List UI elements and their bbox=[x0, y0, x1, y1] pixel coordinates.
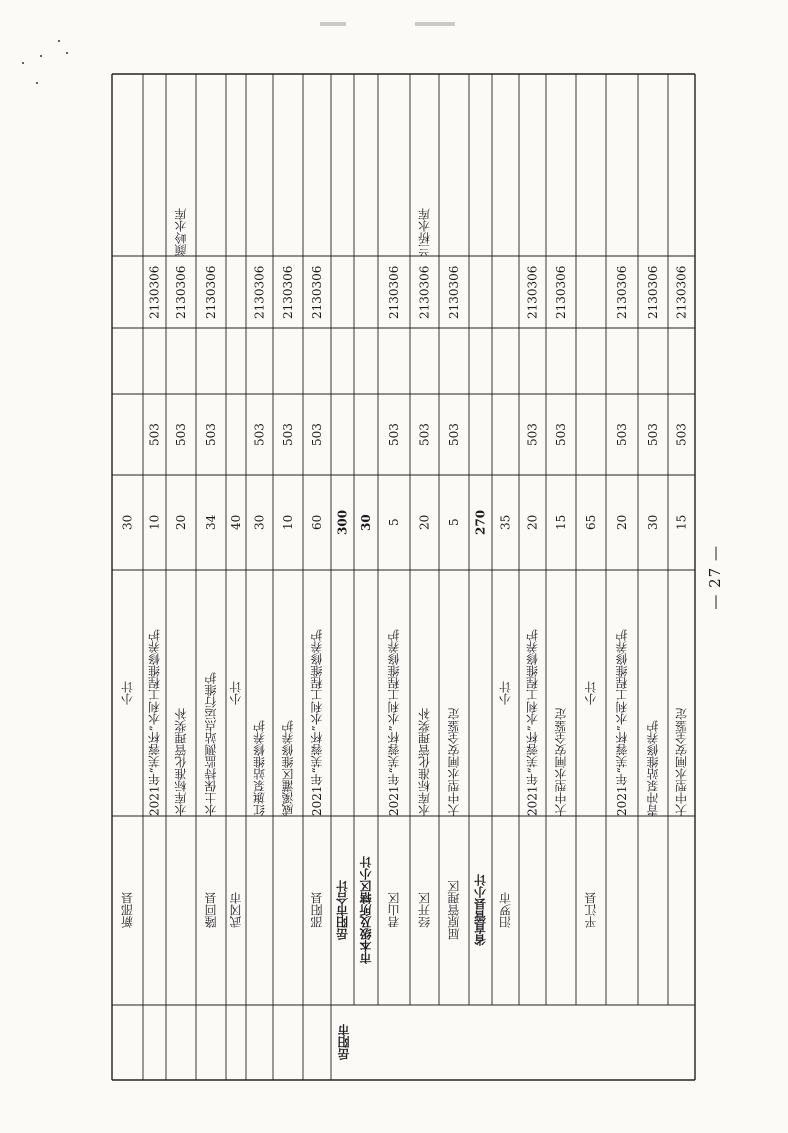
cell-project: 水库标准化管理奖补 bbox=[174, 708, 188, 816]
cell-code1: 503 bbox=[674, 423, 689, 446]
cell-code3: 2130306 bbox=[615, 265, 629, 319]
cell-code3: 2130306 bbox=[417, 265, 432, 319]
cell-code1: 503 bbox=[281, 423, 295, 446]
cell-note bbox=[246, 74, 273, 256]
cell-note bbox=[273, 74, 303, 256]
cell-note bbox=[606, 74, 638, 256]
cell-amount: 35 bbox=[498, 514, 513, 531]
cell-project: 2021年“芙蓉杯”水利工程维修养护 bbox=[310, 629, 324, 816]
cell-county bbox=[668, 816, 695, 1005]
cell-code2 bbox=[196, 328, 226, 394]
cell-code2 bbox=[638, 328, 668, 394]
cell-code1: 503 bbox=[417, 423, 432, 446]
cell-amount: 270 bbox=[473, 509, 488, 536]
cell-project: 大中型水闸安全鉴定 bbox=[674, 708, 689, 816]
cell-project: 2021年“芙蓉杯”水利工程维修养护 bbox=[525, 629, 540, 816]
cell-code2 bbox=[469, 328, 492, 394]
cell-project: 红旗泵站维修养护 bbox=[252, 720, 267, 816]
cell-project: 小计 bbox=[120, 681, 135, 705]
cell-project bbox=[354, 570, 378, 816]
cell-code1: 503 bbox=[525, 423, 540, 446]
cell-note bbox=[354, 74, 378, 256]
cell-project: 小计 bbox=[498, 681, 513, 705]
cell-code2 bbox=[439, 328, 469, 394]
cell-code2 bbox=[410, 328, 439, 394]
cell-code1: 503 bbox=[387, 423, 401, 446]
cell-county bbox=[246, 816, 273, 1005]
cell-code1: 503 bbox=[447, 423, 461, 446]
cell-amount: 30 bbox=[120, 514, 135, 531]
cell-project: 大中型水闸安全鉴定 bbox=[554, 708, 568, 816]
cell-code1 bbox=[331, 394, 354, 475]
cell-code3: 2130306 bbox=[147, 265, 162, 319]
cell-region-merged: 岳阳市 bbox=[337, 1024, 351, 1061]
cell-note: 颜岭水库 bbox=[174, 208, 188, 256]
cell-county: 省直管县小计 bbox=[473, 874, 488, 947]
cell-code3 bbox=[226, 256, 246, 328]
cell-code3: 2130306 bbox=[252, 265, 267, 319]
cell-county: 平江县 bbox=[584, 892, 598, 929]
cell-code2 bbox=[143, 328, 166, 394]
cell-project: 威溪灌区维修养护 bbox=[281, 720, 295, 816]
cell-code1: 503 bbox=[147, 423, 162, 446]
cell-note bbox=[378, 74, 410, 256]
cell-code2 bbox=[273, 328, 303, 394]
cell-note bbox=[439, 74, 469, 256]
cell-amount: 34 bbox=[204, 514, 218, 531]
cell-code3: 2130306 bbox=[310, 265, 324, 319]
cell-county: 汨罗市 bbox=[498, 892, 513, 929]
cell-note bbox=[519, 74, 546, 256]
cell-county: 市本级及所辖区小计 bbox=[359, 856, 373, 965]
cell-project: 大中型水闸安全鉴定 bbox=[447, 708, 461, 816]
cell-code3: 2130306 bbox=[281, 265, 295, 319]
cell-code1 bbox=[576, 394, 606, 475]
cell-amount: 20 bbox=[417, 514, 432, 531]
cell-note bbox=[143, 74, 166, 256]
cell-amount: 15 bbox=[554, 514, 568, 531]
cell-county: 隆回县 bbox=[204, 892, 218, 929]
cell-code3 bbox=[576, 256, 606, 328]
cell-code3: 2130306 bbox=[674, 265, 689, 319]
cell-project: 2021年“芙蓉杯”水利工程维修养护 bbox=[615, 629, 629, 816]
cell-amount: 15 bbox=[674, 514, 689, 531]
cell-project bbox=[469, 570, 492, 816]
cell-note bbox=[196, 74, 226, 256]
cell-code2 bbox=[354, 328, 378, 394]
cell-code2 bbox=[576, 328, 606, 394]
cell-note bbox=[226, 74, 246, 256]
cell-code1: 503 bbox=[554, 423, 568, 446]
cell-project: 小计 bbox=[584, 681, 598, 705]
cell-county: 岳阳市合计 bbox=[335, 880, 350, 941]
cell-code2 bbox=[546, 328, 576, 394]
cell-code3: 2130306 bbox=[387, 265, 401, 319]
cell-amount: 40 bbox=[229, 514, 243, 531]
cell-code2 bbox=[492, 328, 519, 394]
cell-code2 bbox=[331, 328, 354, 394]
cell-amount: 5 bbox=[387, 518, 401, 527]
cell-code1: 503 bbox=[646, 423, 660, 446]
cell-code3: 2130306 bbox=[174, 265, 188, 319]
cell-note bbox=[576, 74, 606, 256]
cell-amount: 65 bbox=[584, 514, 598, 531]
cell-project: 水库标准化管理奖补 bbox=[417, 708, 432, 816]
cell-project bbox=[331, 570, 354, 816]
cell-county: 邵阳县 bbox=[310, 892, 324, 929]
cell-code2 bbox=[246, 328, 273, 394]
cell-county: 新邵县 bbox=[120, 892, 135, 929]
cell-amount: 30 bbox=[252, 514, 267, 531]
cell-code1: 503 bbox=[204, 423, 218, 446]
cell-amount: 20 bbox=[615, 514, 629, 531]
cell-code3 bbox=[331, 256, 354, 328]
cell-code3 bbox=[469, 256, 492, 328]
cell-county bbox=[606, 816, 638, 1005]
cell-note: 兰桥水库 bbox=[417, 208, 432, 256]
cell-code3 bbox=[354, 256, 378, 328]
cell-county bbox=[638, 816, 668, 1005]
cell-county bbox=[166, 816, 196, 1005]
cell-code3: 2130306 bbox=[646, 265, 660, 319]
cell-code1 bbox=[226, 394, 246, 475]
cell-code2 bbox=[378, 328, 410, 394]
cell-note bbox=[303, 74, 331, 256]
cell-code1: 503 bbox=[174, 423, 188, 446]
cell-county bbox=[519, 816, 546, 1005]
page-number: — 27 — bbox=[706, 545, 724, 610]
cell-code3: 2130306 bbox=[554, 265, 568, 319]
cell-amount: 5 bbox=[447, 518, 461, 527]
cell-county: 武冈市 bbox=[229, 892, 243, 929]
cell-code2 bbox=[303, 328, 331, 394]
cell-code3: 2130306 bbox=[525, 265, 540, 319]
cell-county: 经开区 bbox=[417, 892, 432, 929]
cell-code2 bbox=[166, 328, 196, 394]
cell-code1: 503 bbox=[615, 423, 629, 446]
cell-code2 bbox=[668, 328, 695, 394]
cell-county bbox=[273, 816, 303, 1005]
cell-note bbox=[469, 74, 492, 256]
cell-code2 bbox=[112, 328, 143, 394]
cell-note bbox=[638, 74, 668, 256]
cell-project: 水土保持监测站点运行维护 bbox=[204, 672, 218, 816]
cell-amount: 60 bbox=[310, 514, 324, 531]
cell-code2 bbox=[519, 328, 546, 394]
cell-code3 bbox=[492, 256, 519, 328]
cell-amount: 300 bbox=[335, 509, 350, 536]
cell-note bbox=[492, 74, 519, 256]
cell-county bbox=[546, 816, 576, 1005]
cell-amount: 30 bbox=[359, 514, 373, 531]
cell-code1 bbox=[469, 394, 492, 475]
cell-code1 bbox=[354, 394, 378, 475]
cell-amount: 20 bbox=[525, 514, 540, 531]
cell-amount: 10 bbox=[147, 514, 162, 531]
cell-amount: 30 bbox=[646, 514, 660, 531]
cell-code1 bbox=[112, 394, 143, 475]
cell-code1 bbox=[492, 394, 519, 475]
cell-code1: 503 bbox=[310, 423, 324, 446]
cell-code3: 2130306 bbox=[204, 265, 218, 319]
cell-note bbox=[546, 74, 576, 256]
cell-code2 bbox=[226, 328, 246, 394]
cell-amount: 10 bbox=[281, 514, 295, 531]
cell-county: 君山区 bbox=[387, 892, 401, 929]
cell-county bbox=[143, 816, 166, 1005]
cell-code3: 2130306 bbox=[447, 265, 461, 319]
cell-code3 bbox=[112, 256, 143, 328]
cell-amount: 20 bbox=[174, 514, 188, 531]
cell-project: 青冲泵站维修养护 bbox=[646, 720, 660, 816]
cell-note bbox=[668, 74, 695, 256]
cell-note bbox=[112, 74, 143, 256]
cell-project: 小计 bbox=[229, 681, 243, 705]
cell-code2 bbox=[606, 328, 638, 394]
cell-county: 屈原管理区 bbox=[447, 880, 461, 941]
cell-note bbox=[331, 74, 354, 256]
cell-code1: 503 bbox=[252, 423, 267, 446]
cell-project: 2021年“芙蓉杯”水利工程维修养护 bbox=[387, 629, 401, 816]
cell-project: 2021年“芙蓉杯”水利工程维修养护 bbox=[147, 629, 162, 816]
